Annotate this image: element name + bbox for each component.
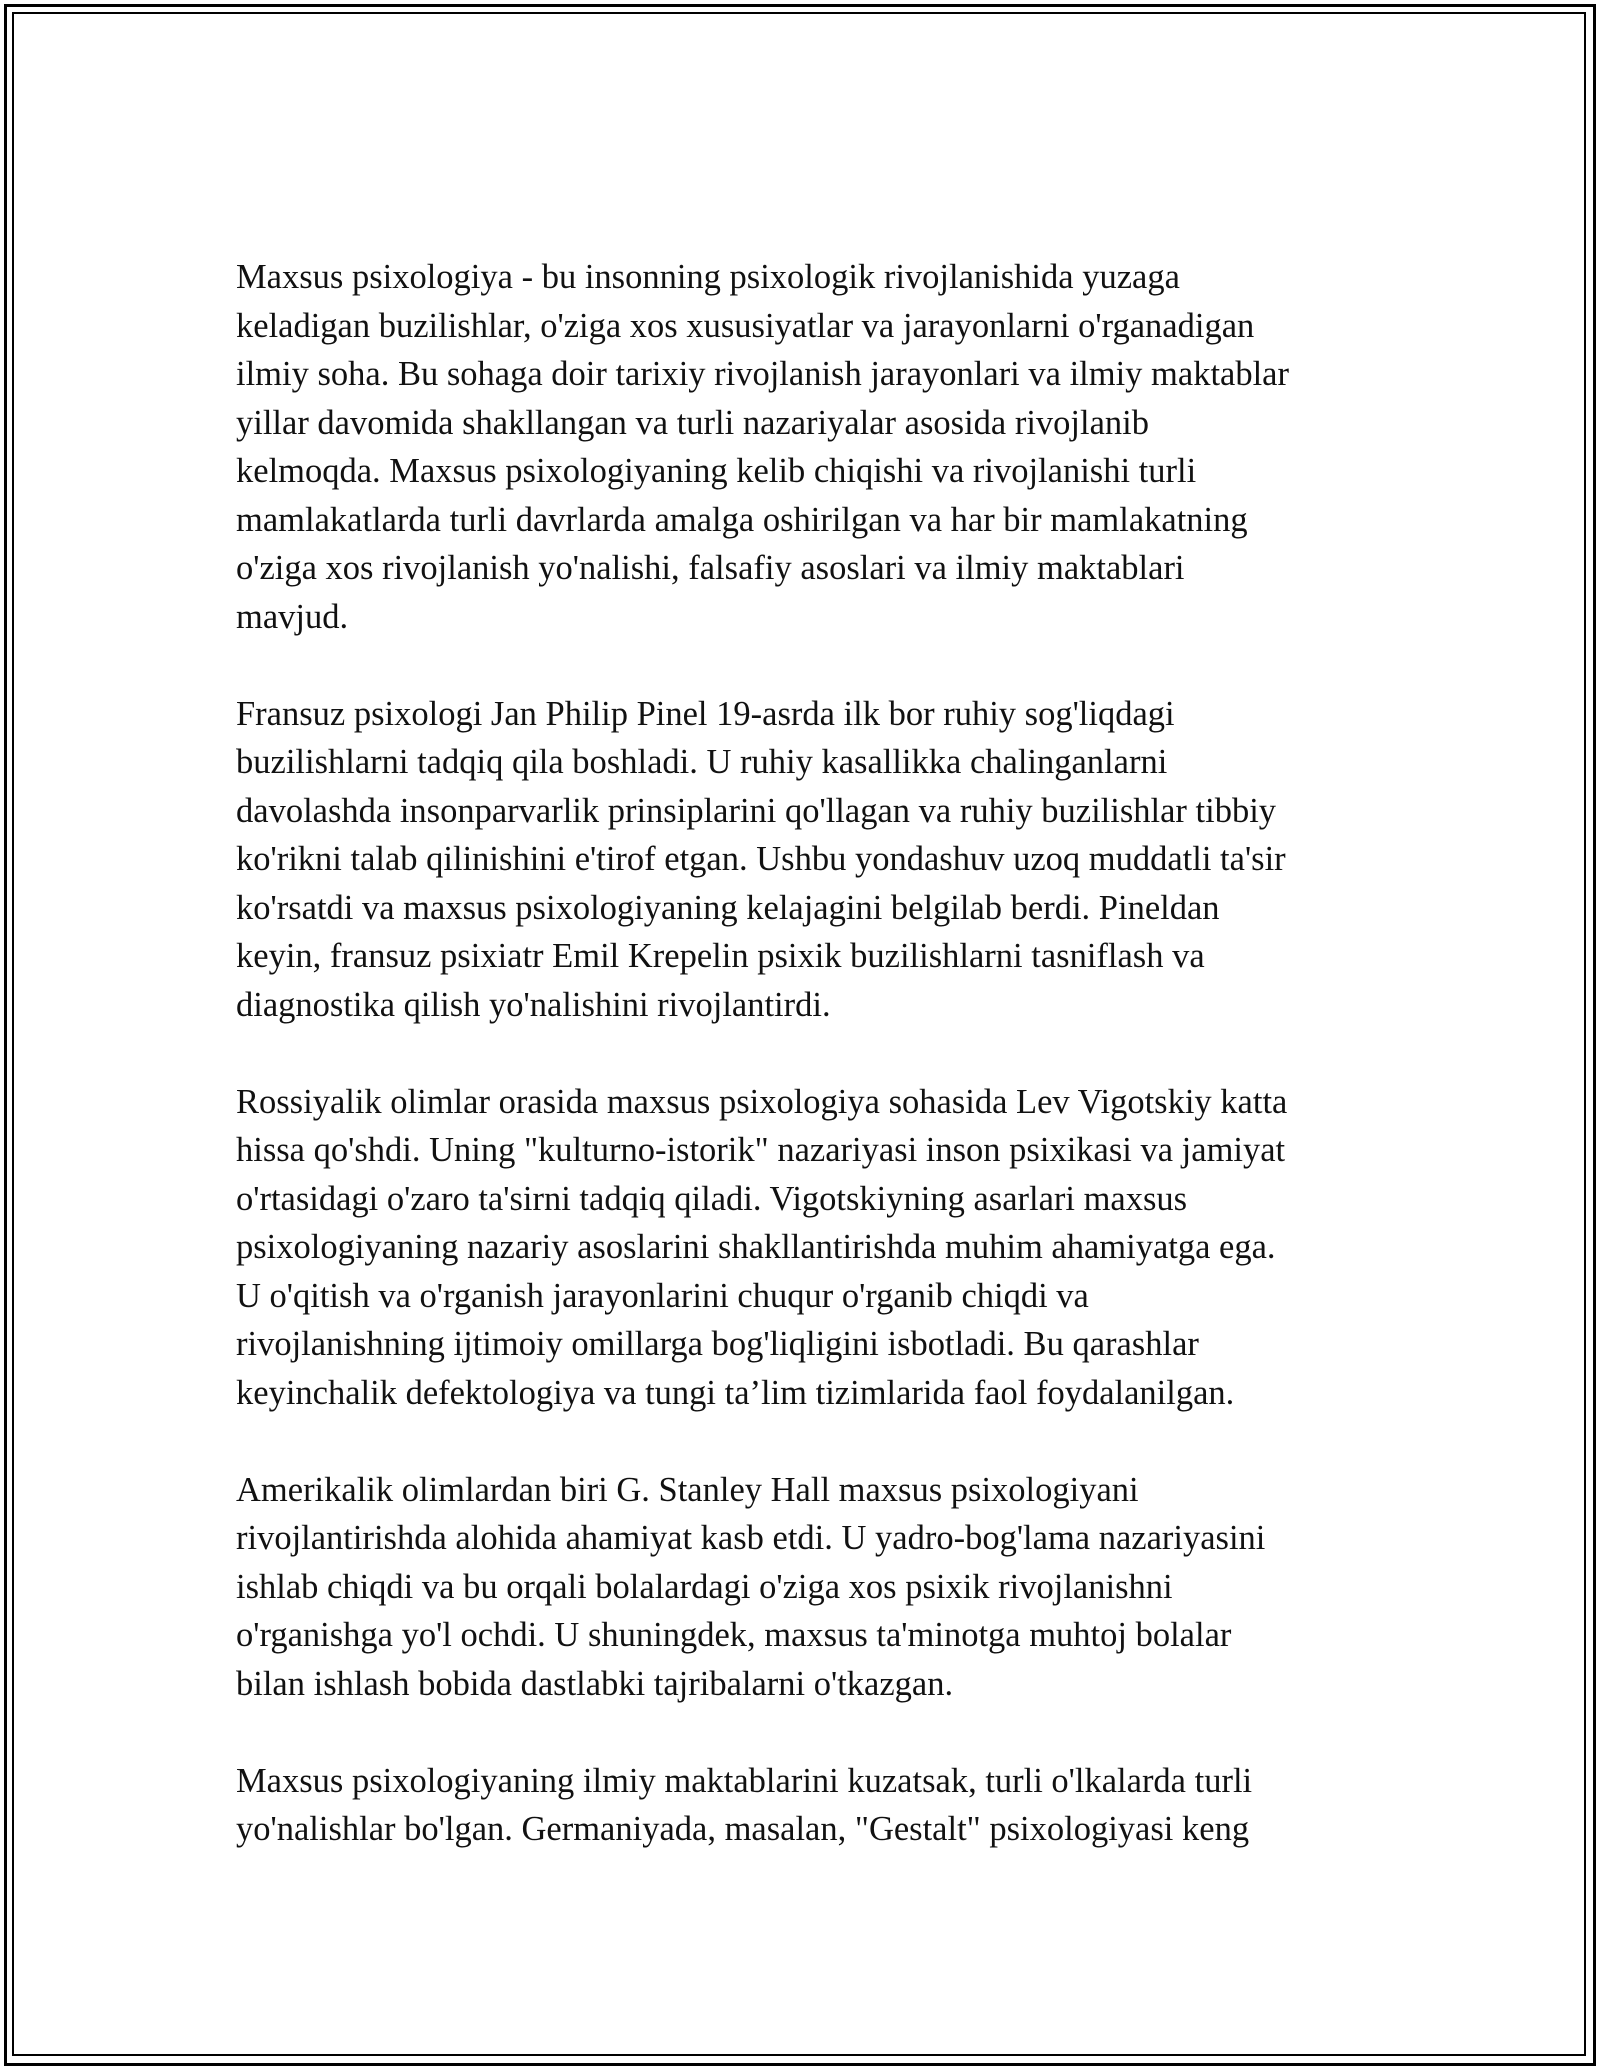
text-line: diagnostika qilish yo'nalishini rivojlantirdi. <box>236 985 831 1024</box>
text-line: buzilishlarni tadqiq qila boshladi. U ruhiy kasallikka chalinganlarni <box>236 743 1168 781</box>
text-line: Maxsus psixologiyaning ilmiy maktablarini kuzatsak, turli o'lkalarda turli <box>236 1761 1253 1800</box>
text-line: yillar davomida shakllangan va turli nazariyalar asosida rivojlanib <box>236 403 1149 442</box>
text-line: ilmiy soha. Bu sohaga doir tarixiy rivojlanish jarayonlari va ilmiy maktablar <box>236 355 1289 393</box>
text-line: ko'rsatdi va maxsus psixologiyaning kelajagini belgilab berdi. Pineldan <box>236 888 1220 927</box>
text-line: kelmoqda. Maxsus psixologiyaning kelib chiqishi va rivojlanishi turli <box>236 452 1197 490</box>
text-line: o'ziga xos rivojlanish yo'nalishi, falsafiy asoslari va ilmiy maktablari <box>236 549 1185 587</box>
paragraph-3 <box>236 1078 1366 1418</box>
paragraph-4 <box>236 1466 1366 1709</box>
text-line: U o'qitish va o'rganish jarayonlarini chuqur o'rganib chiqdi va <box>236 1276 1089 1315</box>
text-line: hissa qo'shdi. Uning "kulturno-istorik" nazariyasi inson psixikasi va jamiyat <box>236 1131 1286 1169</box>
paragraph-5 <box>236 1757 1366 1854</box>
text-line: mamlakatlarda turli davrlarda amalga oshirilgan va har bir mamlakatning <box>236 500 1248 539</box>
text-line: rivojlanishning ijtimoiy omillarga bog'liqligini isbotladi. Bu qarashlar <box>236 1325 1199 1363</box>
text-line: Fransuz psixologi Jan Philip Pinel 19-asrda ilk bor ruhiy sog'liqdagi <box>236 694 1175 733</box>
text-line: o'rtasidagi o'zaro ta'sirni tadqiq qiladi. Vigotskiyning asarlari maxsus <box>236 1179 1188 1218</box>
text-line: yo'nalishlar bo'lgan. Germaniyada, masalan, "Gestalt" psixologiyasi keng <box>236 1810 1250 1848</box>
text-line: mavjud. <box>236 597 349 636</box>
text-line: Amerikalik olimlardan biri G. Stanley Hall maxsus psixologiyani <box>236 1470 1139 1509</box>
paragraph-2 <box>236 690 1366 1030</box>
text-line: o'rganishga yo'l ochdi. U shuningdek, maxsus ta'minotga muhtoj bolalar <box>236 1616 1232 1654</box>
text-line: ishlab chiqdi va bu orqali bolalardagi o'ziga xos psixik rivojlanishni <box>236 1567 1173 1606</box>
text-line: rivojlantirishda alohida ahamiyat kasb etdi. U yadro-bog'lama nazariyasini <box>236 1519 1266 1557</box>
text-line: ko'rikni talab qilinishini e'tirof etgan. Ushbu yondashuv uzoq muddatli ta'sir <box>236 840 1286 878</box>
text-line: Rossiyalik olimlar orasida maxsus psixologiya sohasida Lev Vigotskiy katta <box>236 1082 1288 1121</box>
text-line: psixologiyaning nazariy asoslarini shakllantirishda muhim ahamiyatga ega. <box>236 1228 1276 1266</box>
text-line: keyinchalik defektologiya va tungi ta’lim tizimlarida faol foydalanilgan. <box>236 1373 1235 1412</box>
text-line: bilan ishlash bobida dastlabki tajribalarni o'tkazgan. <box>236 1664 954 1703</box>
text-line: keyin, fransuz psixiatr Emil Krepelin psixik buzilishlarni tasniflash va <box>236 937 1205 975</box>
text-line: keladigan buzilishlar, o'ziga xos xususiyatlar va jarayonlarni o'rganadigan <box>236 306 1255 345</box>
text-line: davolashda insonparvarlik prinsiplarini qo'llagan va ruhiy buzilishlar tibbiy <box>236 791 1277 830</box>
document-body <box>236 253 1366 1902</box>
text-line: Maxsus psixologiya - bu insonning psixologik rivojlanishida yuzaga <box>236 258 1180 296</box>
paragraph-1 <box>236 253 1366 641</box>
